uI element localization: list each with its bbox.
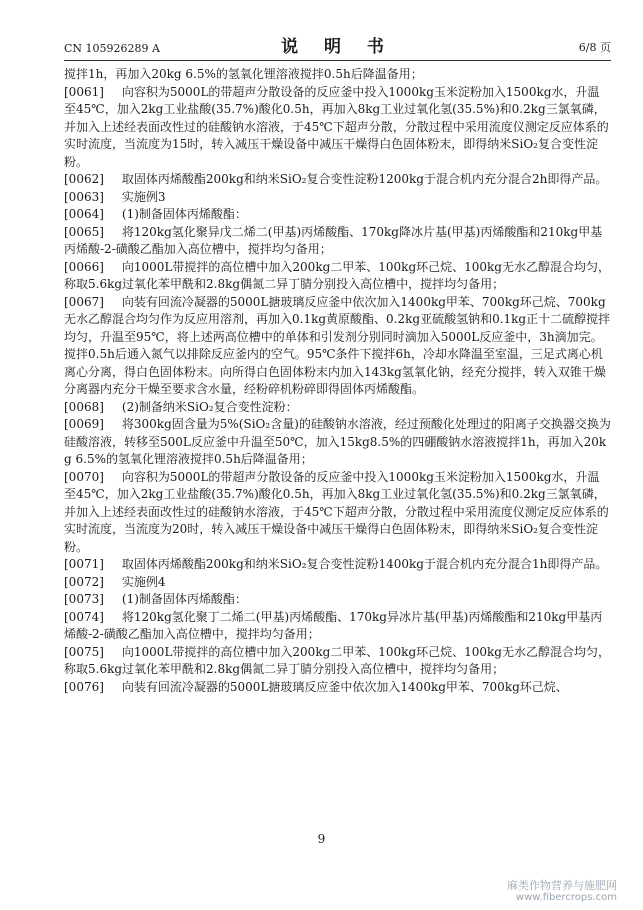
paragraph-text: 向1000L带搅拌的高位槽中加入200kg二甲苯、100kg环己烷、100kg无水乙醇混合均匀，称取5.6kg过氧化苯甲酰和2.8kg偶氮二异丁腈分别投入高位槽中，搅拌均匀备用； [64, 259, 610, 291]
paragraph-number: [0061] [64, 84, 104, 99]
paragraph [64, 189, 611, 207]
paragraph-text: 向1000L带搅拌的高位槽中加入200kg二甲苯、100kg环己烷、100kg无水乙醇混合均匀，称取5.6kg过氧化苯甲酰和2.8kg偶氮二异丁腈分别投入高位槽中，搅拌均匀备用； [64, 644, 610, 676]
paragraph-text: 实施例3 [121, 189, 166, 204]
paragraph-number: [0071] [64, 557, 104, 571]
watermark-url: www.fibercrops.com [515, 892, 617, 903]
paragraph-number: [0066] [64, 259, 104, 274]
paragraph-number: [0062] [64, 172, 104, 186]
paragraph [64, 171, 611, 189]
paragraph-text: 向容积为5000L的带超声分散设备的反应釜中投入1000kg玉米淀粉加入1500kg水，升温至45℃，加入2kg工业盐酸(35.7%)酸化0.5h，再加入8kg工业过氧化氢(35.5%)和0.2kg三氯氧磷，并加入上述经表面改性过的硅酸钠水溶液，于45℃下超声分散，分散过程中采用流度仪测定反应体系的实时流度，当流度为20时，转入减压干燥设备中减压干燥得白色固体粉末，即得纳米SiO₂复合变性淀粉。 [64, 469, 609, 554]
paragraph-text: (1)制备固体丙烯酸酯： [121, 207, 247, 221]
paragraph [64, 609, 611, 644]
document-body [64, 66, 611, 696]
paragraph-text: 取固体丙烯酸酯200kg和纳米SiO₂复合变性淀粉1200kg于混合机内充分混合2h即得产品。 [121, 172, 608, 186]
paragraph [64, 84, 611, 172]
paragraph-number: [0073] [64, 592, 104, 606]
paragraph-text: 将120kg氢化聚丁二烯二(甲基)丙烯酸酯、170kg异冰片基(甲基)丙烯酸酯和210kg甲基丙烯酸-2-磺酸乙酯加入高位槽中，搅拌均匀备用； [64, 609, 603, 641]
paragraph-text: (1)制备固体丙烯酸酯： [121, 592, 247, 606]
paragraph-number: [0075] [64, 644, 104, 659]
paragraph-number: [0063] [64, 189, 104, 204]
paragraph-text: 取固体丙烯酸酯200kg和纳米SiO₂复合变性淀粉1400kg于混合机内充分混合1h即得产品。 [121, 557, 608, 571]
paragraph-number: [0068] [64, 399, 104, 414]
paragraph [64, 556, 611, 574]
paragraph [64, 644, 611, 679]
paragraph-text: 搅拌1h，再加入20kg 6.5%的氢氧化锂溶液搅拌0.5h后降温备用； [64, 67, 423, 81]
paragraph [64, 574, 611, 592]
paragraph-number: [0064] [64, 207, 104, 221]
paragraph-text: 将300kg固含量为5%(SiO₂含量)的硅酸钠水溶液，经过预酸化处理过的阳离子交换器交换为硅酸溶液，转移至500L反应釜中升温至50℃，加入15kg8.5%的四硼酸钠水溶液搅拌1h，再加入20kg 6.5%的氢氧化锂溶液搅拌0.5h后降温备用； [64, 417, 611, 466]
paragraph-text: (2)制备纳米SiO₂复合变性淀粉： [121, 399, 298, 414]
paragraph [64, 469, 611, 557]
paragraph [64, 224, 611, 259]
page-title: 说 明 书 [281, 37, 394, 57]
paragraph-number: [0067] [64, 294, 104, 309]
paragraph-text: 实施例4 [121, 574, 166, 589]
paragraph-text: 向装有回流冷凝器的5000L搪玻璃反应釜中依次加入1400kg甲苯、700kg环己烷、700kg无水乙醇混合均匀作为反应用溶剂，再加入0.1kg黄原酸酯、0.2kg亚硫酸氢钠和0.1kg正十二硫醇搅拌均匀，升温至95℃，将上述两高位槽中的单体和引发剂分别同时滴加入5000L反应釜中，3h滴加完。搅拌0.5h后通入氮气以排除反应釜内的空气。95℃条件下搅拌6h，冷却水降温至室温，三足式离心机离心分离，得白色固体粉末。向所得白色固体粉末内加入143kg氢氧化钠，经充分搅拌，转入双锥干燥分离器内充分干燥至要求含水量，经粉碎机粉碎即得固体丙烯酸酯。 [64, 294, 611, 396]
paragraph [64, 206, 611, 224]
watermark [507, 880, 617, 904]
paragraph [64, 399, 611, 417]
doc-number: CN 105926289 A [64, 42, 160, 55]
paragraph-number: [0070] [64, 469, 104, 484]
paragraph-number: [0074] [64, 609, 104, 624]
paragraph [64, 416, 611, 469]
page-number: 9 [317, 832, 326, 846]
page-indicator: 6/8 页 [578, 41, 611, 54]
paragraph-text: 将120kg氢化聚异戊二烯二(甲基)丙烯酸酯、170kg降冰片基(甲基)丙烯酸酯和210kg甲基丙烯酸-2-磺酸乙酯加入高位槽中，搅拌均匀备用； [64, 224, 603, 256]
paragraph-number: [0065] [64, 224, 104, 239]
paragraph [64, 66, 611, 84]
page-header [64, 34, 611, 61]
paragraph-number: [0069] [64, 417, 104, 431]
paragraph-text: 向装有回流冷凝器的5000L搪玻璃反应釜中依次加入1400kg甲苯、700kg环己烷、 [121, 679, 568, 694]
paragraph-number: [0076] [64, 679, 104, 694]
paragraph-number: [0072] [64, 574, 104, 589]
paragraph [64, 259, 611, 294]
paragraph [64, 294, 611, 399]
paragraph [64, 679, 611, 697]
watermark-site-name: 麻类作物营养与施肥网 [507, 879, 617, 892]
paragraph [64, 591, 611, 609]
paragraph-text: 向容积为5000L的带超声分散设备的反应釜中投入1000kg玉米淀粉加入1500kg水，升温至45℃，加入2kg工业盐酸(35.7%)酸化0.5h，再加入8kg工业过氧化氢(35.5%)和0.2kg三氯氧磷，并加入上述经表面改性过的硅酸钠水溶液，于45℃下超声分散，分散过程中采用流度仪测定反应体系的实时流度，当流度为15时，转入减压干燥设备中减压干燥得白色固体粉末，即得纳米SiO₂复合变性淀粉。 [64, 84, 609, 169]
